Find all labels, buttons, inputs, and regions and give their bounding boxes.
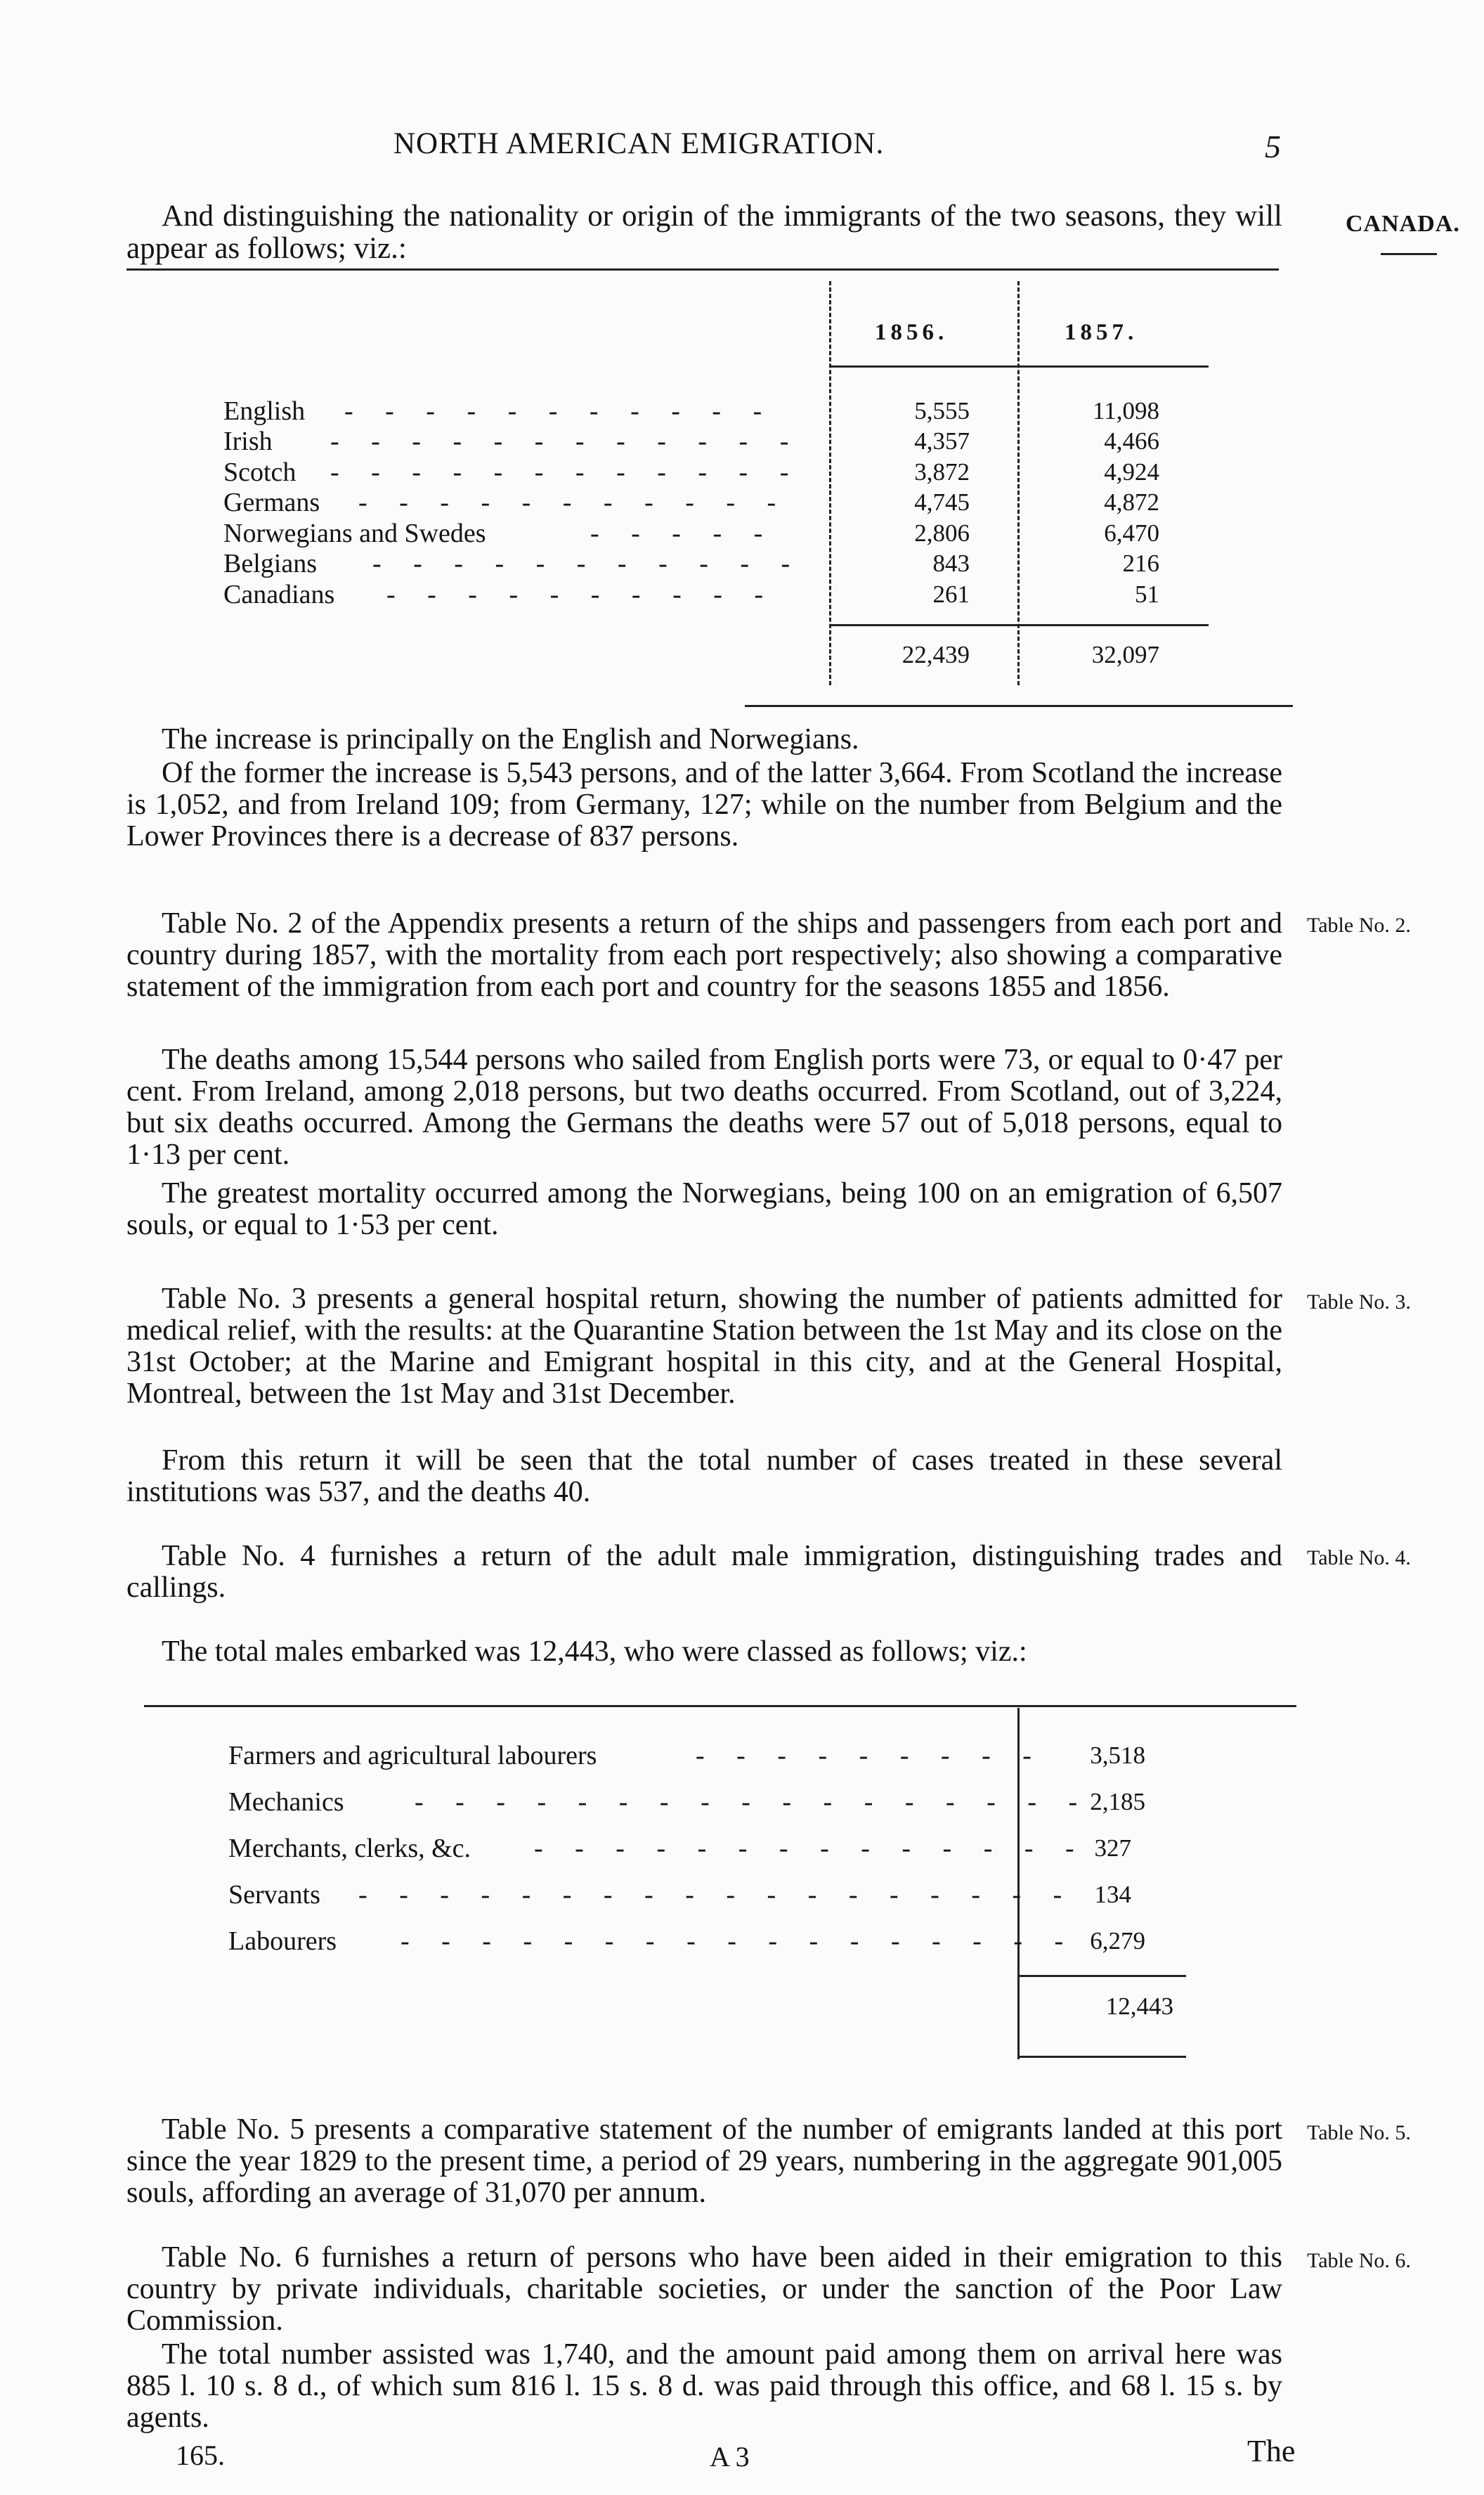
table-bottom-rule (1017, 2056, 1186, 2058)
cell-count: 134 (1094, 1881, 1131, 1908)
leader-dashes: - - - - - (590, 519, 776, 548)
total-rule (829, 624, 1209, 626)
margin-note-table-5: Table No. 5. (1307, 2121, 1411, 2144)
leader-dashes: - - - - - - - - - - - - - - (534, 1834, 1087, 1863)
table-row-label: Germans (223, 488, 320, 517)
cell-1856: 4,745 (914, 488, 970, 516)
cell-1857: 4,872 (1104, 488, 1159, 516)
table-row-label: Belgians (223, 549, 317, 578)
leader-dashes: - - - - - - - - - - - - - - - - - - (358, 1880, 1075, 1910)
cell-count: 2,185 (1090, 1788, 1145, 1815)
table-row-label: Farmers and agricultural labourers (228, 1741, 597, 1770)
table-row-label: Mechanics (228, 1787, 344, 1817)
cell-1856: 3,872 (914, 458, 970, 486)
cell-1857: 4,924 (1104, 458, 1159, 486)
table-top-rule (144, 1705, 1296, 1707)
paragraph: The increase is principally on the English and Norwegians. (162, 723, 859, 756)
table-row-label: Canadians (223, 580, 335, 609)
table-top-rule (126, 268, 1279, 271)
cell-1856: 2,806 (914, 519, 970, 547)
page-header-title: NORTH AMERICAN EMIGRATION. (393, 127, 885, 160)
paragraph: The deaths among 15,544 persons who sailed from English ports were 73, or equal to 0·47 per cent. From Ireland, among 2,018 persons, but two deaths occurred. From Scotland, out of 3,224, but six deaths occurred. Among the Germans the deaths were 57 out of 5,018 persons, equal to 1·13 per cent. (126, 1044, 1282, 1171)
margin-note-table-3: Table No. 3. (1307, 1290, 1411, 1314)
column-header-1857: 1857. (1065, 320, 1138, 345)
paragraph: Table No. 2 of the Appendix presents a return of the ships and passengers from each port and country during 1857, with the mortality from each port respectively; also showing a comparative statement of the immigration from each port and country for the seasons 1855 and 1856. (126, 907, 1282, 1003)
table-row-label: Labourers (228, 1926, 337, 1956)
column-header-1856: 1856. (875, 320, 949, 345)
footer-signature-mark: A 3 (710, 2441, 750, 2473)
page-number: 5 (1265, 129, 1281, 164)
leader-dashes: - - - - - - - - - - - - (330, 458, 802, 487)
table-row-label: Merchants, clerks, &c. (228, 1834, 471, 1863)
table-bottom-rule (745, 705, 1293, 707)
paragraph: Of the former the increase is 5,543 persons, and of the latter 3,664. From Scotland the increase is 1,052, and from Ireland 109; from Germany, 127; while on the number from Belgium and the Lower Provinces there is a decrease of 837 persons. (126, 757, 1282, 853)
margin-note-canada: CANADA. (1346, 211, 1460, 237)
cell-1857: 51 (1135, 581, 1159, 608)
leader-dashes: - - - - - - - - - (696, 1741, 1044, 1770)
paragraph: Table No. 5 presents a comparative statement of the number of emigrants landed at this port since the year 1829 to the present time, a period of 29 years, numbering in the aggregate 901,005 souls, affording an average of 31,070 per annum. (126, 2113, 1282, 2209)
paragraph: From this return it will be seen that the total number of cases treated in these several institutions was 537, and the deaths 40. (126, 1444, 1282, 1508)
cell-1857: 216 (1122, 550, 1159, 577)
leader-dashes: - - - - - - - - - - - (344, 396, 775, 426)
cell-count: 327 (1094, 1834, 1131, 1862)
leader-dashes: - - - - - - - - - - - (372, 549, 803, 578)
margin-rule (1381, 253, 1437, 255)
paragraph: Table No. 4 furnishes a return of the adult male immigration, distinguishing trades and callings. (126, 1540, 1282, 1604)
paragraph: The greatest mortality occurred among the Norwegians, being 100 on an emigration of 6,507 souls, or equal to 1·53 per cent. (126, 1177, 1282, 1241)
header-rule (829, 365, 1209, 368)
total-males: 12,443 (1105, 1992, 1173, 2020)
leader-dashes: - - - - - - - - - - (386, 580, 776, 609)
table-row-label: Servants (228, 1880, 320, 1910)
footer-catchword: The (1247, 2434, 1296, 2468)
paragraph: The total males embarked was 12,443, who were classed as follows; viz.: (162, 1635, 1027, 1668)
footer-page-ref: 165. (176, 2439, 225, 2471)
cell-1856: 4,357 (914, 427, 970, 455)
paragraph: Table No. 3 presents a general hospital return, showing the number of patients admitted for medical relief, with the results: at the Quarantine Station between the 1st May and its close on the 31st October; at the Marine and Emigrant hospital in this city, and at the General Hospital, Montreal, between the 1st May and 31st December. (126, 1283, 1282, 1410)
cell-1857: 11,098 (1093, 397, 1159, 425)
cell-count: 3,518 (1090, 1742, 1145, 1769)
cell-count: 6,279 (1090, 1927, 1145, 1955)
total-1856: 22,439 (902, 641, 970, 668)
cell-1856: 261 (932, 581, 970, 608)
cell-1857: 4,466 (1104, 427, 1159, 455)
table-row-label: English (223, 396, 306, 426)
cell-1857: 6,470 (1104, 519, 1159, 547)
margin-note-table-2: Table No. 2. (1307, 914, 1411, 937)
paragraph: The total number assisted was 1,740, and the amount paid among them on arrival here was 885 l. 10 s. 8 d., of which sum 816 l. 15 s. 8 d. was paid through this office, and 68 l. 15 s. by agents. (126, 2338, 1282, 2434)
table-row-label: Scotch (223, 458, 297, 487)
margin-note-table-4: Table No. 4. (1307, 1546, 1411, 1569)
table-row-label: Norwegians and Swedes (223, 519, 486, 548)
paragraph: Table No. 6 furnishes a return of persons who have been aided in their emigration to this country by private individuals, charitable societies, or under the sanction of the Poor Law Commission. (126, 2241, 1282, 2337)
total-1857: 32,097 (1091, 641, 1159, 668)
leader-dashes: - - - - - - - - - - - (358, 488, 789, 517)
table-row-label: Irish (223, 427, 273, 456)
total-rule (1017, 1975, 1186, 1977)
cell-1856: 5,555 (914, 397, 970, 425)
leader-dashes: - - - - - - - - - - - - - - - - - (401, 1926, 1076, 1956)
margin-note-table-6: Table No. 6. (1307, 2249, 1411, 2272)
cell-1856: 843 (932, 550, 970, 577)
intro-paragraph: And distinguishing the nationality or origin of the immigrants of the two seasons, they will appear as follows; viz.: (126, 200, 1282, 265)
leader-dashes: - - - - - - - - - - - - - - - - - (415, 1787, 1091, 1817)
leader-dashes: - - - - - - - - - - - - (330, 427, 802, 456)
